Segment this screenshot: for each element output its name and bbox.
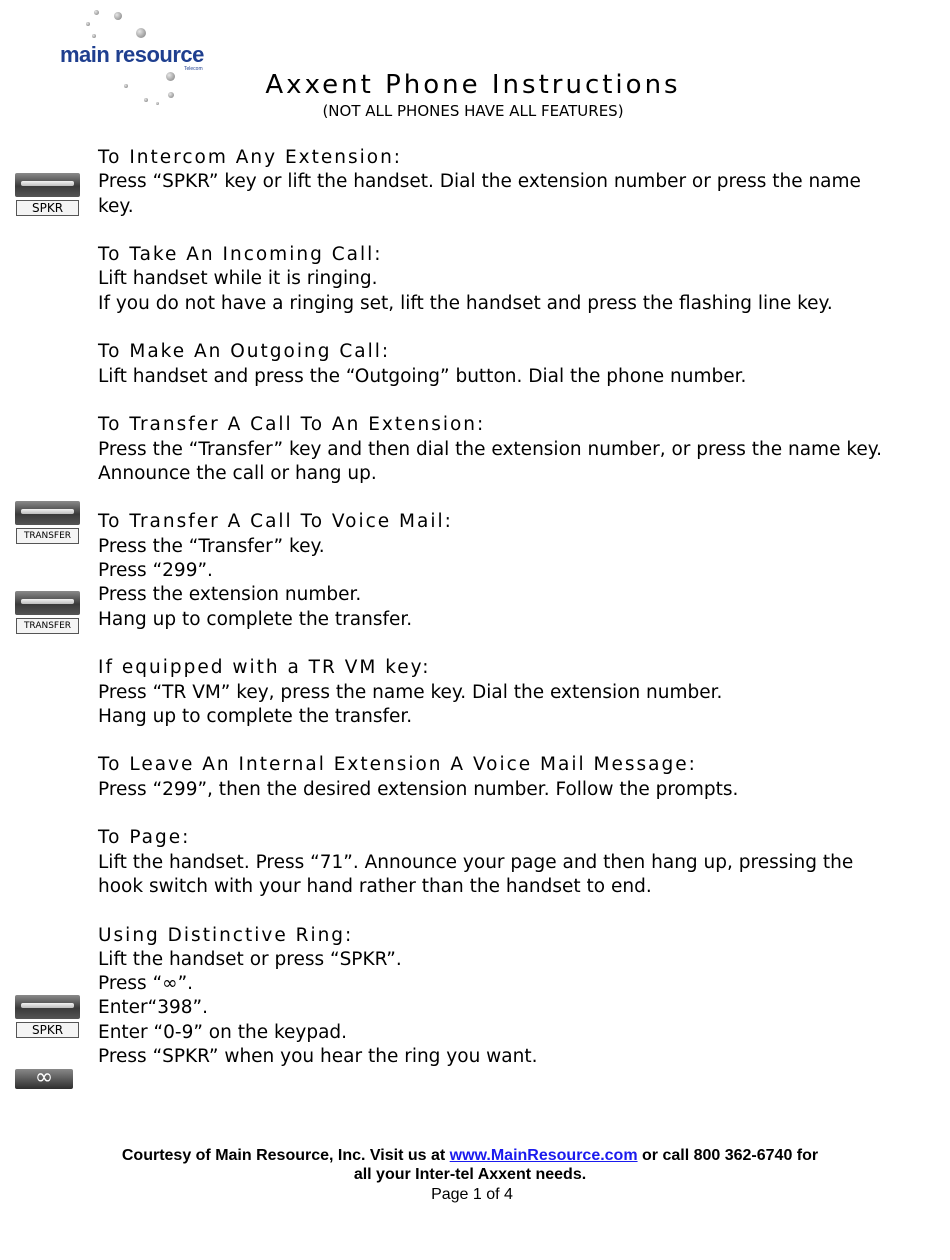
instruction-line: Press “SPKR” key or lift the handset. Dial the extension number or press the name key. [98,171,861,217]
page-title: Axxent Phone Instructions [265,70,681,100]
infinity-key-image [15,1065,73,1090]
section-heading: To Transfer A Call To An Extension: [98,414,486,436]
section-heading: Using Distinctive Ring: [98,924,354,946]
footer [0,1146,940,1184]
logo-dot [86,22,90,26]
transfer-key-label: TRANSFER [16,528,79,544]
section-outgoing-call [98,340,898,389]
spkr-key-label: SPKR [16,200,79,216]
instruction-line: Enter “0-9” on the keypad. [98,1021,348,1043]
key-cap [15,501,80,525]
instruction-line: Press the “Transfer” key and then dial the extension number, or press the name key. [98,438,882,460]
section-distinctive-ring [98,924,898,1070]
page-number: Page 1 of 4 [431,1186,513,1203]
instructions [98,146,898,1069]
transfer-key-image [15,591,80,633]
footer-line-2: all your Inter-tel Axxent needs. [353,1166,587,1183]
section-heading: To Take An Incoming Call: [98,244,383,266]
instruction-line: Press “∞”. [98,973,194,995]
footer-line-1 [0,1146,940,1165]
section-intercom [98,146,898,219]
section-heading: To Leave An Internal Extension A Voice Mail Message: [98,754,697,776]
logo-dot [92,34,96,38]
section-heading: To Page: [98,827,191,849]
transfer-key-image [15,501,80,543]
section-heading: If equipped with a TR VM key: [98,657,431,679]
instruction-line: Press “299”. [98,560,213,582]
instruction-line: Press “299”, then the desired extension number. Follow the prompts. [98,778,739,800]
infinity-key-symbol: ∞ [34,1065,54,1090]
instruction-line: Press the extension number. [98,584,362,606]
instruction-line: Lift the handset or press “SPKR”. [98,948,402,970]
logo-wordmark: main resource [60,42,204,67]
instruction-line: Hang up to complete the transfer. [98,705,413,727]
transfer-key-label: TRANSFER [16,618,79,634]
key-cap [15,591,80,615]
section-leave-voicemail [98,753,898,802]
website-link[interactable]: www.MainResource.com [449,1147,638,1164]
instruction-line: Press “TR VM” key, press the name key. Dial the extension number. [98,681,723,703]
section-page [98,826,898,899]
section-transfer-voicemail [98,510,898,631]
instruction-line: Lift handset while it is ringing. [98,268,378,290]
logo-dot [136,28,146,38]
page-subtitle: (NOT ALL PHONES HAVE ALL FEATURES) [322,102,624,120]
key-cap [15,995,80,1019]
instruction-line: Press “SPKR” when you hear the ring you want. [98,1045,538,1067]
section-heading: To Make An Outgoing Call: [98,341,391,363]
logo-dot [94,10,99,15]
instruction-line: Lift the handset. Press “71”. Announce your page and then hang up, pressing the hook switch with your hand rather than the handset to end. [98,851,854,897]
instruction-line: Hang up to complete the transfer. [98,608,413,630]
instruction-line: If you do not have a ringing set, lift the handset and press the flashing line key. [98,292,833,314]
footer-text: Courtesy of Main Resource, Inc. Visit us at [121,1147,450,1164]
key-cap [15,173,80,197]
logo-dot [114,12,122,20]
instruction-line: Lift handset and press the “Outgoing” button. Dial the phone number. [98,365,747,387]
section-incoming-call [98,243,898,316]
spkr-key-image [15,995,80,1037]
spkr-key-label: SPKR [16,1022,79,1038]
section-heading: To Transfer A Call To Voice Mail: [98,511,453,533]
spkr-key-image [15,173,80,215]
instruction-line: Enter“398”. [98,997,209,1019]
instruction-line: Press the “Transfer” key. [98,535,325,557]
section-heading: To Intercom Any Extension: [98,147,403,168]
section-transfer-extension [98,413,898,486]
section-tr-vm-key [98,656,898,729]
footer-text: or call 800 362-6740 for [637,1147,819,1164]
logo-tagline: Telecom [184,66,203,72]
instruction-line: Announce the call or hang up. [98,462,377,484]
